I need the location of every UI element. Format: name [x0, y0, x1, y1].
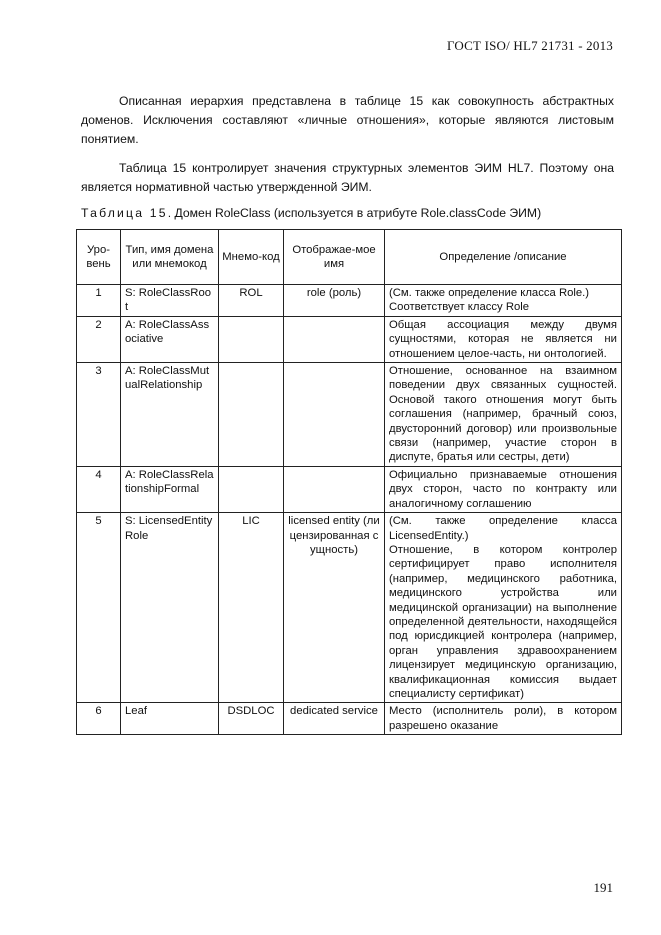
header-level: Уро-вень [77, 230, 121, 285]
page-number: 191 [593, 880, 613, 895]
header-mnemonic: Мнемо-код [219, 230, 284, 285]
cell-level: 1 [77, 285, 121, 317]
cell-display-name: dedicated service [284, 703, 385, 735]
definition-line: Отношение, в котором контролер сертифицирует право исполнителя (например, медицинского работника, медицинского устройства или медицинской организации) на выполнение определенной деятельности, находящейся под юрисдикцией контролера (например, орган управления здравоохранением лицензирует медицинскую организацию, квалификационная комиссия выдает специалисту сертификат) [389, 543, 617, 700]
cell-type: A: RoleClassMutualRelationship [121, 363, 219, 467]
definition-line: Место (исполнитель роли), в котором разрешено оказание [389, 705, 617, 732]
header-display-name: Отображае-мое имя [284, 230, 385, 285]
cell-definition [385, 703, 622, 735]
definition-line: Отношение, основанное на взаимном поведении двух связанных сущностей. Основой такого отношения могут быть соглашения (например, брачный союз, двусторонний договор) или произвольные связи (например, участие сторон в диспуте, братья или сестры, дети) [389, 365, 617, 464]
cell-type: S: RoleClassRoot [121, 285, 219, 317]
table-caption [81, 206, 541, 220]
table-row [77, 513, 622, 703]
cell-definition [385, 513, 622, 703]
cell-display-name [284, 363, 385, 467]
cell-definition [385, 285, 622, 317]
table-caption-text: . Домен RoleClass (используется в атрибуте Role.classCode ЭИМ) [167, 206, 542, 220]
table-row [77, 285, 622, 317]
cell-display-name: licensed entity (лицензированная сущность) [284, 513, 385, 703]
table-header-row [77, 230, 622, 285]
cell-mnemonic: LIC [219, 513, 284, 703]
definition-line: Официально признаваемые отношения двух сторон, часто по контракту или аналогичному соглашению [389, 468, 617, 510]
paragraph-normative: Таблица 15 контролирует значения структурных элементов ЭИМ HL7. Поэтому она является нормативной частью утвержденной ЭИМ. [81, 161, 614, 194]
cell-level: 4 [77, 466, 121, 512]
cell-definition [385, 363, 622, 467]
paragraph-hierarchy: Описанная иерархия представлена в таблице 15 как совокупность абстрактных доменов. Исключения составляют «личные отношения», которые являются листовым понятием. [81, 94, 614, 146]
cell-level: 5 [77, 513, 121, 703]
definition-line: (См. также определение класса Role.) [389, 287, 590, 299]
table-row [77, 363, 622, 467]
cell-display-name: role (роль) [284, 285, 385, 317]
cell-mnemonic [219, 466, 284, 512]
cell-type: S: LicensedEntityRole [121, 513, 219, 703]
table-row [77, 703, 622, 735]
document-standard-header: ГОСТ ISO/ HL7 21731 - 2013 [446, 38, 613, 53]
cell-type: Leaf [121, 703, 219, 735]
cell-mnemonic [219, 363, 284, 467]
cell-display-name [284, 466, 385, 512]
cell-mnemonic [219, 316, 284, 362]
table-row [77, 316, 622, 362]
cell-type: A: RoleClassRelationshipFormal [121, 466, 219, 512]
table-row [77, 466, 622, 512]
definition-line: Соответствует классу Role [389, 301, 530, 314]
table-caption-label: Таблица 15 [81, 206, 168, 220]
cell-mnemonic: ROL [219, 285, 284, 317]
header-type: Тип, имя домена или мнемокод [121, 230, 219, 285]
cell-definition [385, 466, 622, 512]
cell-level: 6 [77, 703, 121, 735]
cell-level: 2 [77, 316, 121, 362]
cell-type: A: RoleClassAssociative [121, 316, 219, 362]
roleclass-domain-table [76, 229, 622, 735]
cell-mnemonic: DSDLOC [219, 703, 284, 735]
cell-display-name [284, 316, 385, 362]
definition-line: Общая ассоциация между двумя сущностями, которая не является ни отношением целое-часть, ни онтологией. [389, 318, 617, 360]
cell-level: 3 [77, 363, 121, 467]
header-definition: Определение /описание [385, 230, 622, 285]
cell-definition [385, 316, 622, 362]
definition-line: (См. также определение класса LicensedEntity.) [389, 515, 617, 542]
